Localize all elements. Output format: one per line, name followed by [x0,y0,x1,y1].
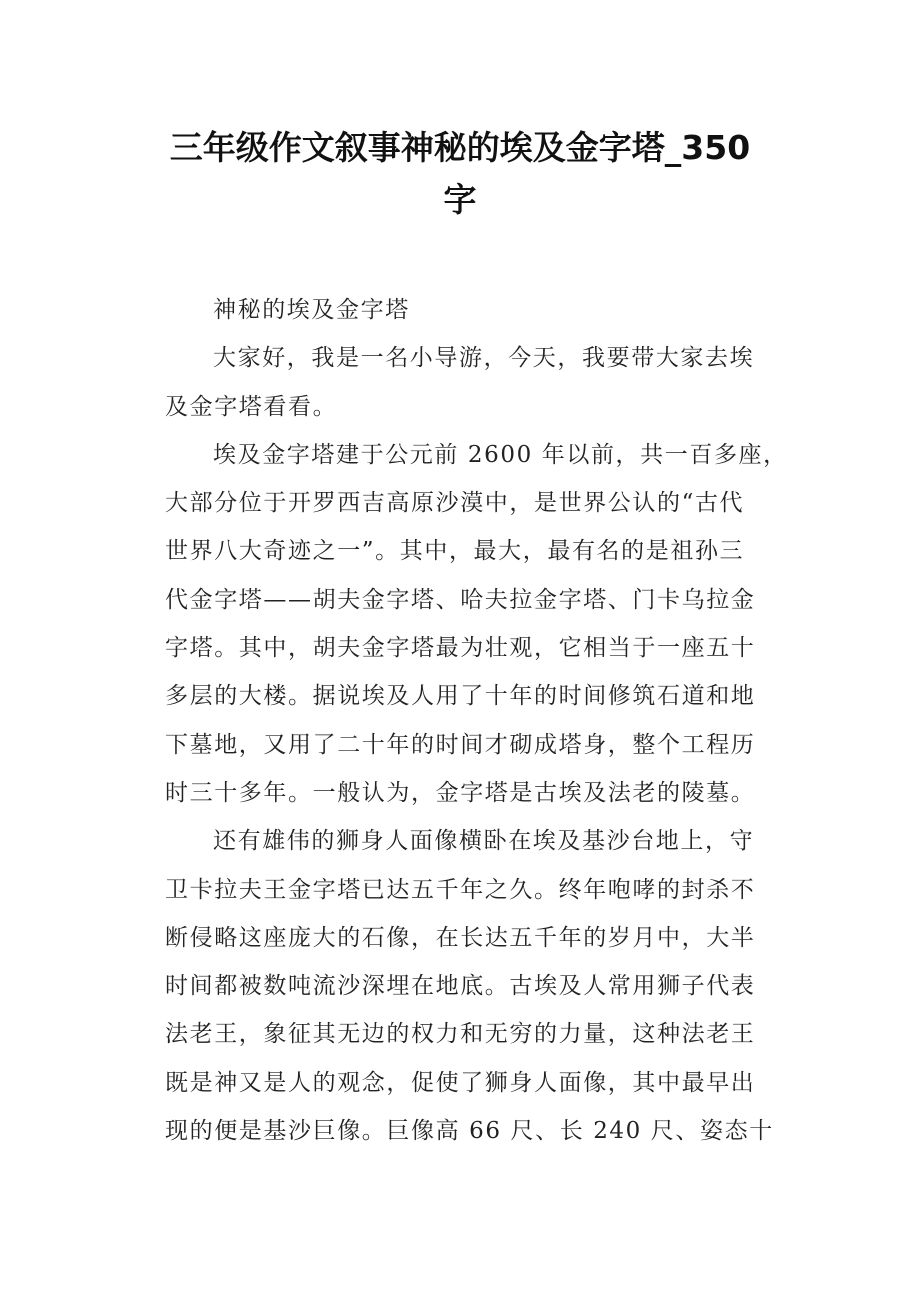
document-title [140,122,780,226]
title-line-1: 三年级作文叙事神秘的埃及金字塔_350 [169,128,751,167]
paragraph-3-line-7: 现的便是基沙巨像。巨像高 66 尺、长 240 尺、姿态十 [165,1118,774,1145]
paragraph-3-line-2: 卫卡拉夫王金字塔已达五千年之久。终年咆哮的封杀不 [165,876,756,903]
paragraph-2-line-5: 字塔。其中，胡夫金字塔最为壮观，它相当于一座五十 [165,635,756,662]
paragraph-2-line-8: 时三十多年。一般认为，金字塔是古埃及法老的陵墓。 [165,779,756,806]
document-body [165,288,788,1157]
paragraph-3-line-6: 既是神又是人的观念，促使了狮身人面像，其中最早出 [165,1069,756,1096]
subtitle-line: 神秘的埃及金字塔 [213,297,410,323]
paragraph-2-line-7: 下墓地，又用了二十年的时间才砌成塔身，整个工程历 [165,731,756,758]
paragraph-1-line-1: 大家好，我是一名小导游，今天，我要带大家去埃 [213,345,755,372]
paragraph-2-line-2: 大部分位于开罗西吉高原沙漠中，是世界公认的“古代 [165,490,745,517]
paragraph-3-line-1: 还有雄伟的狮身人面像横卧在埃及基沙台地上，守 [213,828,755,855]
paragraph-2-line-1: 埃及金字塔建于公元前 2600 年以前，共一百多座， [213,441,788,468]
paragraph-2-line-4: 代金字塔——胡夫金字塔、哈夫拉金字塔、门卡乌拉金 [165,586,756,613]
title-line-2: 字 [443,180,477,219]
paragraph-2-line-3: 世界八大奇迹之一”。其中，最大，最有名的是祖孙三 [165,538,745,565]
paragraph-3-line-5: 法老王，象征其无边的权力和无穷的力量，这种法老王 [165,1021,756,1048]
paragraph-3-line-4: 时间都被数吨流沙深埋在地底。古埃及人常用狮子代表 [165,973,756,1000]
paragraph-1-line-2: 及金字塔看看。 [165,393,338,420]
paragraph-2-line-6: 多层的大楼。据说埃及人用了十年的时间修筑石道和地 [165,683,756,710]
paragraph-3-line-3: 断侵略这座庞大的石像，在长达五千年的岁月中，大半 [165,924,756,951]
